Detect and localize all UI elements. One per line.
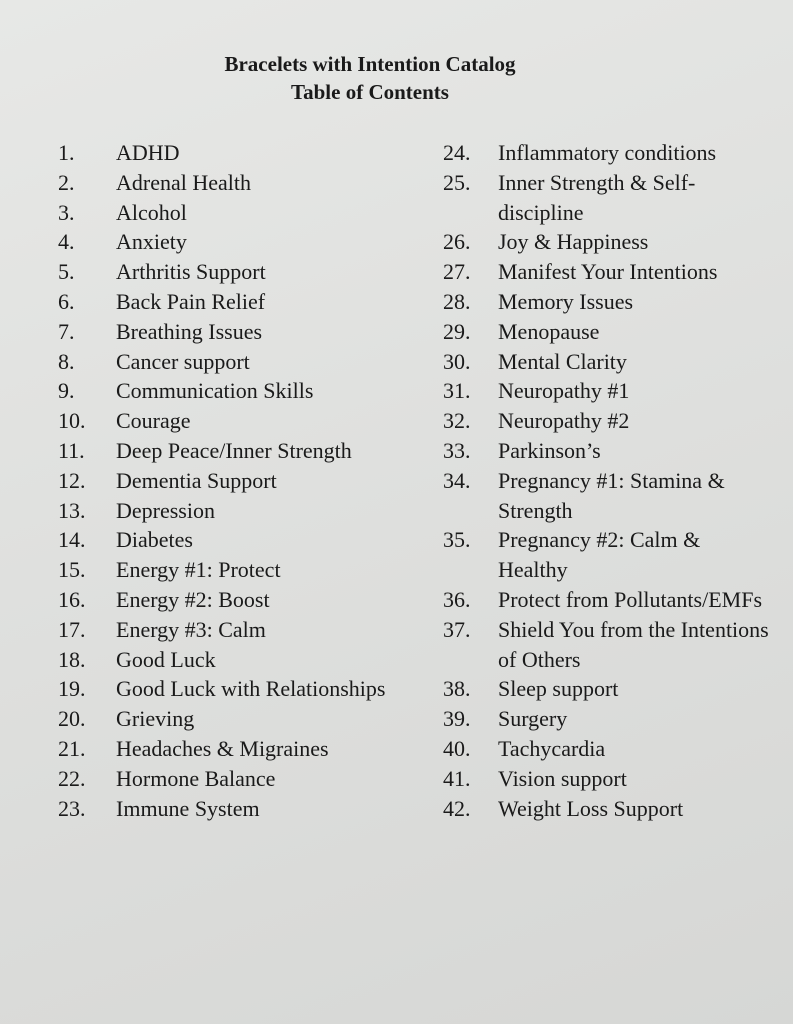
toc-entry-number: 7. <box>58 318 75 344</box>
toc-entry-number: 31. <box>443 378 471 404</box>
toc-entry-label: Menopause <box>498 318 600 344</box>
toc-entry-number: 25. <box>443 169 471 195</box>
toc-entry-number: 24. <box>443 140 471 165</box>
toc-entry-label: Sleep support <box>498 676 619 702</box>
toc-entry-label: Good Luck <box>116 646 216 672</box>
toc-entry-label: Neuropathy #2 <box>498 408 630 434</box>
toc-entry-number: 1. <box>58 140 75 165</box>
toc-entry <box>58 198 398 228</box>
toc-entry-label: Dementia Support <box>116 467 277 493</box>
toc-entry-number: 28. <box>443 288 471 314</box>
toc-entry <box>443 168 773 228</box>
toc-entry-label: Inner Strength & Self-discipline <box>498 169 696 225</box>
toc-entry <box>58 555 398 585</box>
toc-entry <box>443 436 773 466</box>
toc-entry <box>58 257 398 287</box>
toc-entry <box>58 645 398 675</box>
toc-entry-label: Surgery <box>498 706 568 732</box>
toc-entry-label: Alcohol <box>116 199 187 225</box>
toc-entry <box>58 376 398 406</box>
toc-entry <box>443 764 773 794</box>
toc-entry-label: Shield You from the Intentions of Others <box>498 616 769 672</box>
toc-entry <box>443 406 773 436</box>
toc-entry <box>443 794 773 824</box>
toc-entry-number: 20. <box>58 706 86 732</box>
toc-entry-number: 21. <box>58 735 86 761</box>
toc-entry-number: 30. <box>443 348 471 374</box>
toc-entry-label: Energy #2: Boost <box>116 586 270 612</box>
toc-entry-label: Inflammatory conditions <box>498 140 717 165</box>
toc-entry-number: 37. <box>443 616 471 642</box>
toc-entry-number: 19. <box>58 676 86 702</box>
toc-entry <box>443 585 773 615</box>
toc-entry-number: 12. <box>58 467 86 493</box>
toc-entry-label: Vision support <box>498 765 627 791</box>
toc-entry-label: Pregnancy #2: Calm & Healthy <box>498 527 701 583</box>
title-block <box>0 50 740 106</box>
toc-entry-label: Grieving <box>116 706 195 732</box>
toc-entry <box>443 674 773 704</box>
toc-entry-label: Headaches & Migraines <box>116 735 329 761</box>
toc-entry <box>58 615 398 645</box>
toc-entry <box>58 734 398 764</box>
toc-entry <box>58 794 398 824</box>
toc-entry-label: Deep Peace/Inner Strength <box>116 437 352 463</box>
toc-entry <box>58 406 398 436</box>
toc-entry <box>443 525 773 585</box>
toc-entry-number: 18. <box>58 646 86 672</box>
toc-entry-number: 8. <box>58 348 75 374</box>
toc-entry-label: Pregnancy #1: Stamina & Strength <box>498 467 725 523</box>
toc-entry <box>443 615 773 675</box>
toc-entry-label: Protect from Pollutants/EMFs <box>498 586 762 612</box>
toc-entry <box>443 227 773 257</box>
toc-entry-number: 42. <box>443 795 471 821</box>
toc-entry-number: 16. <box>58 586 86 612</box>
toc-entry <box>58 704 398 734</box>
toc-entry <box>443 734 773 764</box>
toc-entry <box>58 466 398 496</box>
toc-entry-label: Anxiety <box>116 229 187 255</box>
toc-entry-number: 17. <box>58 616 86 642</box>
toc-entry-number: 33. <box>443 437 471 463</box>
toc-entry-label: Mental Clarity <box>498 348 627 374</box>
toc-entry-label: Energy #3: Calm <box>116 616 266 642</box>
toc-entry-number: 23. <box>58 795 86 821</box>
toc-entry-label: Joy & Happiness <box>498 229 649 255</box>
toc-entry <box>58 496 398 526</box>
toc-entry-number: 4. <box>58 229 75 255</box>
toc-entry-number: 29. <box>443 318 471 344</box>
toc-entry-number: 38. <box>443 676 471 702</box>
toc-entry <box>443 376 773 406</box>
toc-entry <box>58 168 398 198</box>
toc-entry-number: 34. <box>443 467 471 493</box>
toc-entry-label: Memory Issues <box>498 288 634 314</box>
toc-entry-number: 39. <box>443 706 471 732</box>
toc-entry <box>443 138 773 168</box>
toc-entry-number: 36. <box>443 586 471 612</box>
toc-entry-number: 3. <box>58 199 75 225</box>
toc-entry <box>58 764 398 794</box>
toc-entry <box>58 674 398 704</box>
toc-entry-number: 5. <box>58 259 75 285</box>
toc-entry-label: Immune System <box>116 795 260 821</box>
toc-entry-number: 27. <box>443 259 471 285</box>
toc-entry-label: Cancer support <box>116 348 250 374</box>
toc-entry <box>443 287 773 317</box>
toc-entry <box>58 525 398 555</box>
toc-entry-label: Courage <box>116 408 191 434</box>
toc-entry-label: Communication Skills <box>116 378 314 404</box>
toc-entry <box>443 704 773 734</box>
toc-entry <box>58 347 398 377</box>
toc-entry-number: 10. <box>58 408 86 434</box>
toc-entry <box>443 347 773 377</box>
document-title: Bracelets with Intention Catalog <box>224 52 516 76</box>
document-subtitle: Table of Contents <box>291 80 449 104</box>
toc-entry-number: 6. <box>58 288 75 314</box>
toc-entry-number: 26. <box>443 229 471 255</box>
toc-entry <box>58 287 398 317</box>
toc-entry-label: ADHD <box>116 140 180 165</box>
toc-entry-label: Manifest Your Intentions <box>498 259 718 285</box>
toc-entry-label: Arthritis Support <box>116 259 266 285</box>
toc-entry-number: 14. <box>58 527 86 553</box>
toc-entry <box>58 317 398 347</box>
toc-entry <box>58 585 398 615</box>
toc-entry-number: 35. <box>443 527 471 553</box>
toc-entry <box>58 227 398 257</box>
toc-entry-label: Parkinson’s <box>498 437 601 463</box>
toc-entry <box>58 436 398 466</box>
toc-right-column <box>443 138 773 823</box>
toc-entry-number: 40. <box>443 735 471 761</box>
toc-entry-label: Hormone Balance <box>116 765 276 791</box>
toc-entry-label: Back Pain Relief <box>116 288 266 314</box>
toc-entry-label: Weight Loss Support <box>498 795 684 821</box>
toc-entry-number: 32. <box>443 408 471 434</box>
toc-entry <box>443 317 773 347</box>
toc-entry-number: 9. <box>58 378 75 404</box>
toc-left-column <box>58 138 398 823</box>
toc-entry-label: Energy #1: Protect <box>116 557 281 583</box>
toc-entry-number: 2. <box>58 169 75 195</box>
toc-entry-number: 15. <box>58 557 86 583</box>
toc-entry-label: Tachycardia <box>498 735 606 761</box>
toc-entry-label: Breathing Issues <box>116 318 263 344</box>
toc-entry-number: 13. <box>58 497 86 523</box>
toc-entry-number: 11. <box>58 437 85 463</box>
toc-entry-number: 41. <box>443 765 471 791</box>
toc-entry-label: Depression <box>116 497 215 523</box>
toc-entry-label: Adrenal Health <box>116 169 251 195</box>
toc-entry <box>443 466 773 526</box>
toc-entry <box>443 257 773 287</box>
toc-entry-label: Diabetes <box>116 527 193 553</box>
toc-entry-number: 22. <box>58 765 86 791</box>
toc-entry-label: Neuropathy #1 <box>498 378 630 404</box>
toc-entry-label: Good Luck with Relationships <box>116 676 386 702</box>
toc-entry <box>58 138 398 168</box>
